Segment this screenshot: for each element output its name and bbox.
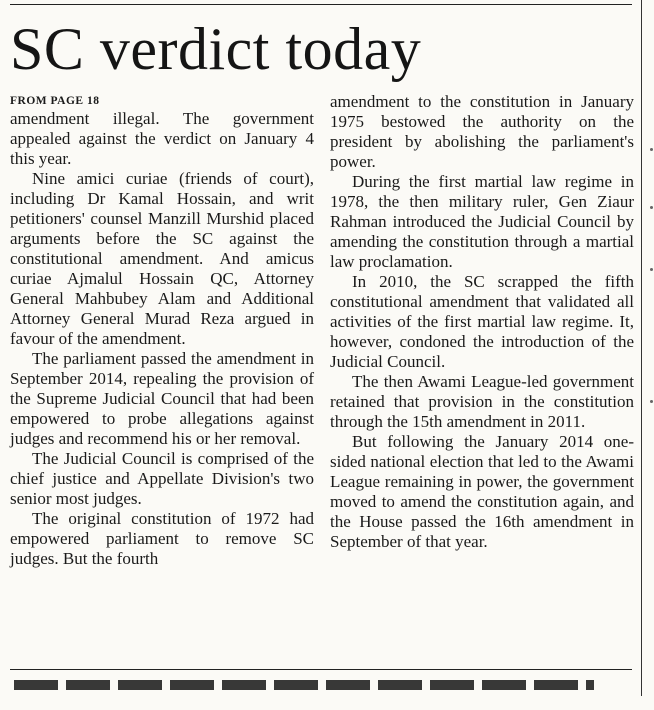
column-rule [641,0,642,696]
paragraph: In 2010, the SC scrapped the fifth constitutional amendment that validated all activities of the first martial law regime. It, however, condoned the introduction of the Judicial Council. [330,272,634,371]
top-rule [10,4,632,5]
article-column-1 [10,94,314,569]
paragraph: Nine amici curiae (friends of court), including Dr Kamal Hossain, and writ petitioners' counsel Manzill Murshid placed arguments before the SC against the constitutional amendment. And amicus curiae Ajmalul Hossain QC, Attorney General Mahbubey Alam and Additional Attorney General Murad Reza argued in favour of the amendment. [10,169,314,348]
continued-from-label: FROM PAGE 18 [10,95,100,107]
cropped-next-headline [14,680,594,710]
paragraph: But following the January 2014 one-sided national election that led to the Awami League remaining in power, the government moved to amend the constitution again, and the House passed the 16th amendment in September of that year. [330,432,634,551]
paragraph: The original constitution of 1972 had empowered parliament to remove SC judges. But the fourth [10,509,314,568]
paragraph: The Judicial Council is comprised of the chief justice and Appellate Division's two senior most judges. [10,449,314,508]
paragraph: The parliament passed the amendment in September 2014, repealing the provision of the Supreme Judicial Council that had been empowered to probe allegations against judges and recommend his or her removal. [10,349,314,448]
article-column-2 [330,92,634,552]
margin-marks [648,0,654,696]
headline: SC verdict today [10,16,422,82]
paragraph: amendment to the constitution in January 1975 bestowed the authority on the president by abolishing the parliament's power. [330,92,634,171]
paragraph: amendment illegal. The government appealed against the verdict on January 4 this year. [10,109,314,168]
bottom-rule [10,669,632,670]
paragraph: During the first martial law regime in 1978, the then military ruler, Gen Ziaur Rahman introduced the Judicial Council by amending the constitution through a martial law proclamation. [330,172,634,271]
paragraph: The then Awami League-led government retained that provision in the constitution through the 15th amendment in 2011. [330,372,634,431]
